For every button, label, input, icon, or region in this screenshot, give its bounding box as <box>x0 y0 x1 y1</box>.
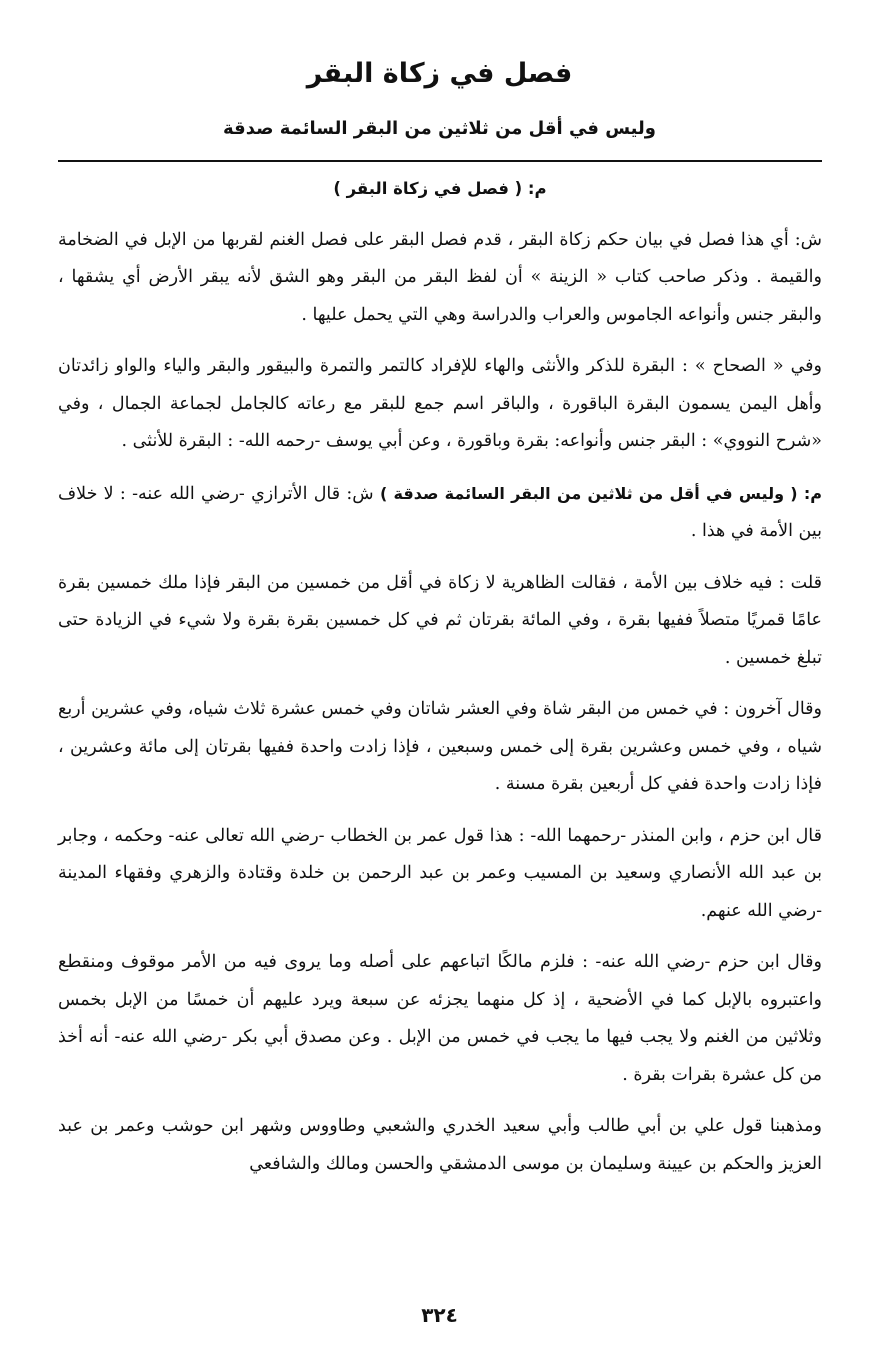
paragraph-2: وفي « الصحاح » : البقرة للذكر والأنثى والهاء للإفراد كالتمر والتمرة والبيقور والبقر والياء والواو زائدتان وأهل اليمن يسمون البقرة الباقورة ، والباقر اسم جمع للبقر مع رعاته كالجامل لجماعة الجمال ، وفي «شرح النووي» : البقر جنس وأنواعه: بقرة وباقورة ، وعن أبي يوسف -رحمه الله- : البقرة للأنثى . <box>58 356 822 451</box>
page-number: ٣٢٤ <box>421 1303 458 1327</box>
paragraph-3 <box>58 475 822 551</box>
chapter-subtitle: وليس في أقل من ثلاثين من البقر السائمة صدقة <box>223 118 656 139</box>
paragraph-5: وقال آخرون : في خمس من البقر شاة وفي العشر شاتان وفي خمس عشرة ثلاث شياه، وفي عشرين أربع شياه ، وفي خمس وعشرين بقرة إلى خمس وسبعين ، فإذا زادت واحدة ففيها بقرتان إلى مائة وعشرين ، فإذا زادت واحدة ففي كل أربعين بقرة مسنة . <box>58 699 822 794</box>
paragraph-6: قال ابن حزم ، وابن المنذر -رحمهما الله- : هذا قول عمر بن الخطاب -رضي الله تعالى عنه- وحكمه ، وجابر بن عبد الله الأنصاري وسعيد بن المسيب وعمر بن عبد الرحمن بن خلدة وقتادة والزهري وفقهاء المدينة -رضي الله عنهم. <box>58 825 822 921</box>
paragraph-4: قلت : فيه خلاف بين الأمة ، فقالت الظاهرية لا زكاة في أقل من خمسين من البقر فإذا ملك خمسين بقرة عامًا قمريًا متصلاً ففيها بقرة ، وفي المائة بقرتان ثم في كل خمسين بقرة بقرة ولا شيء في الزيادة حتى تبلغ خمسين . <box>58 572 822 668</box>
chapter-title: فصل في زكاة البقر <box>306 58 573 89</box>
matn-heading: م: ( فصل في زكاة البقر ) <box>333 179 547 198</box>
paragraph-8: ومذهبنا قول علي بن أبي طالب وأبي سعيد الخدري والشعبي وطاووس وشهر ابن حوشب وعمر بن عبد العزيز والحكم بن عيينة وسليمان بن موسى الدمشقي والحسن ومالك والشافعي <box>58 1116 822 1174</box>
header-divider <box>58 160 822 162</box>
paragraph-7: وقال ابن حزم -رضي الله عنه- : فلزم مالكًا اتباعهم على أصله وما يروى فيه من الأمر موقوف ومنقطع واعتبروه بالإبل كما في الأضحية ، إذ كل منهما يجزئه عن سبعة ويرد عليهم أن خمسًا من الإبل بخمس وثلاثين من الغنم ولا يجب فيها ما يجب في خمس من الإبل . وعن مصدق أبي بكر -رضي الله عنه- أنه أخذ من كل عشرة بقرات بقرة . <box>58 952 822 1085</box>
paragraph-1: ش: أي هذا فصل في بيان حكم زكاة البقر ، قدم فصل البقر على فصل الغنم لقربها من الإبل في الضخامة والقيمة . وذكر صاحب كتاب « الزينة » أن لفظ البقر من البقر وهو الشق لأنه يبقر الأرض أي يشقها ، والبقر جنس وأنواعه الجاموس والعراب والدراسة وهي التي يحمل عليها . <box>58 229 822 325</box>
sharh-text: ش: قال الأترازي -رضي الله عنه- : لا خلاف بين الأمة في هذا . <box>58 483 822 541</box>
matn-quote: م: ( وليس في أقل من ثلاثين من البقر السائمة صدقة ) <box>379 483 823 503</box>
body-text <box>58 170 822 1197</box>
